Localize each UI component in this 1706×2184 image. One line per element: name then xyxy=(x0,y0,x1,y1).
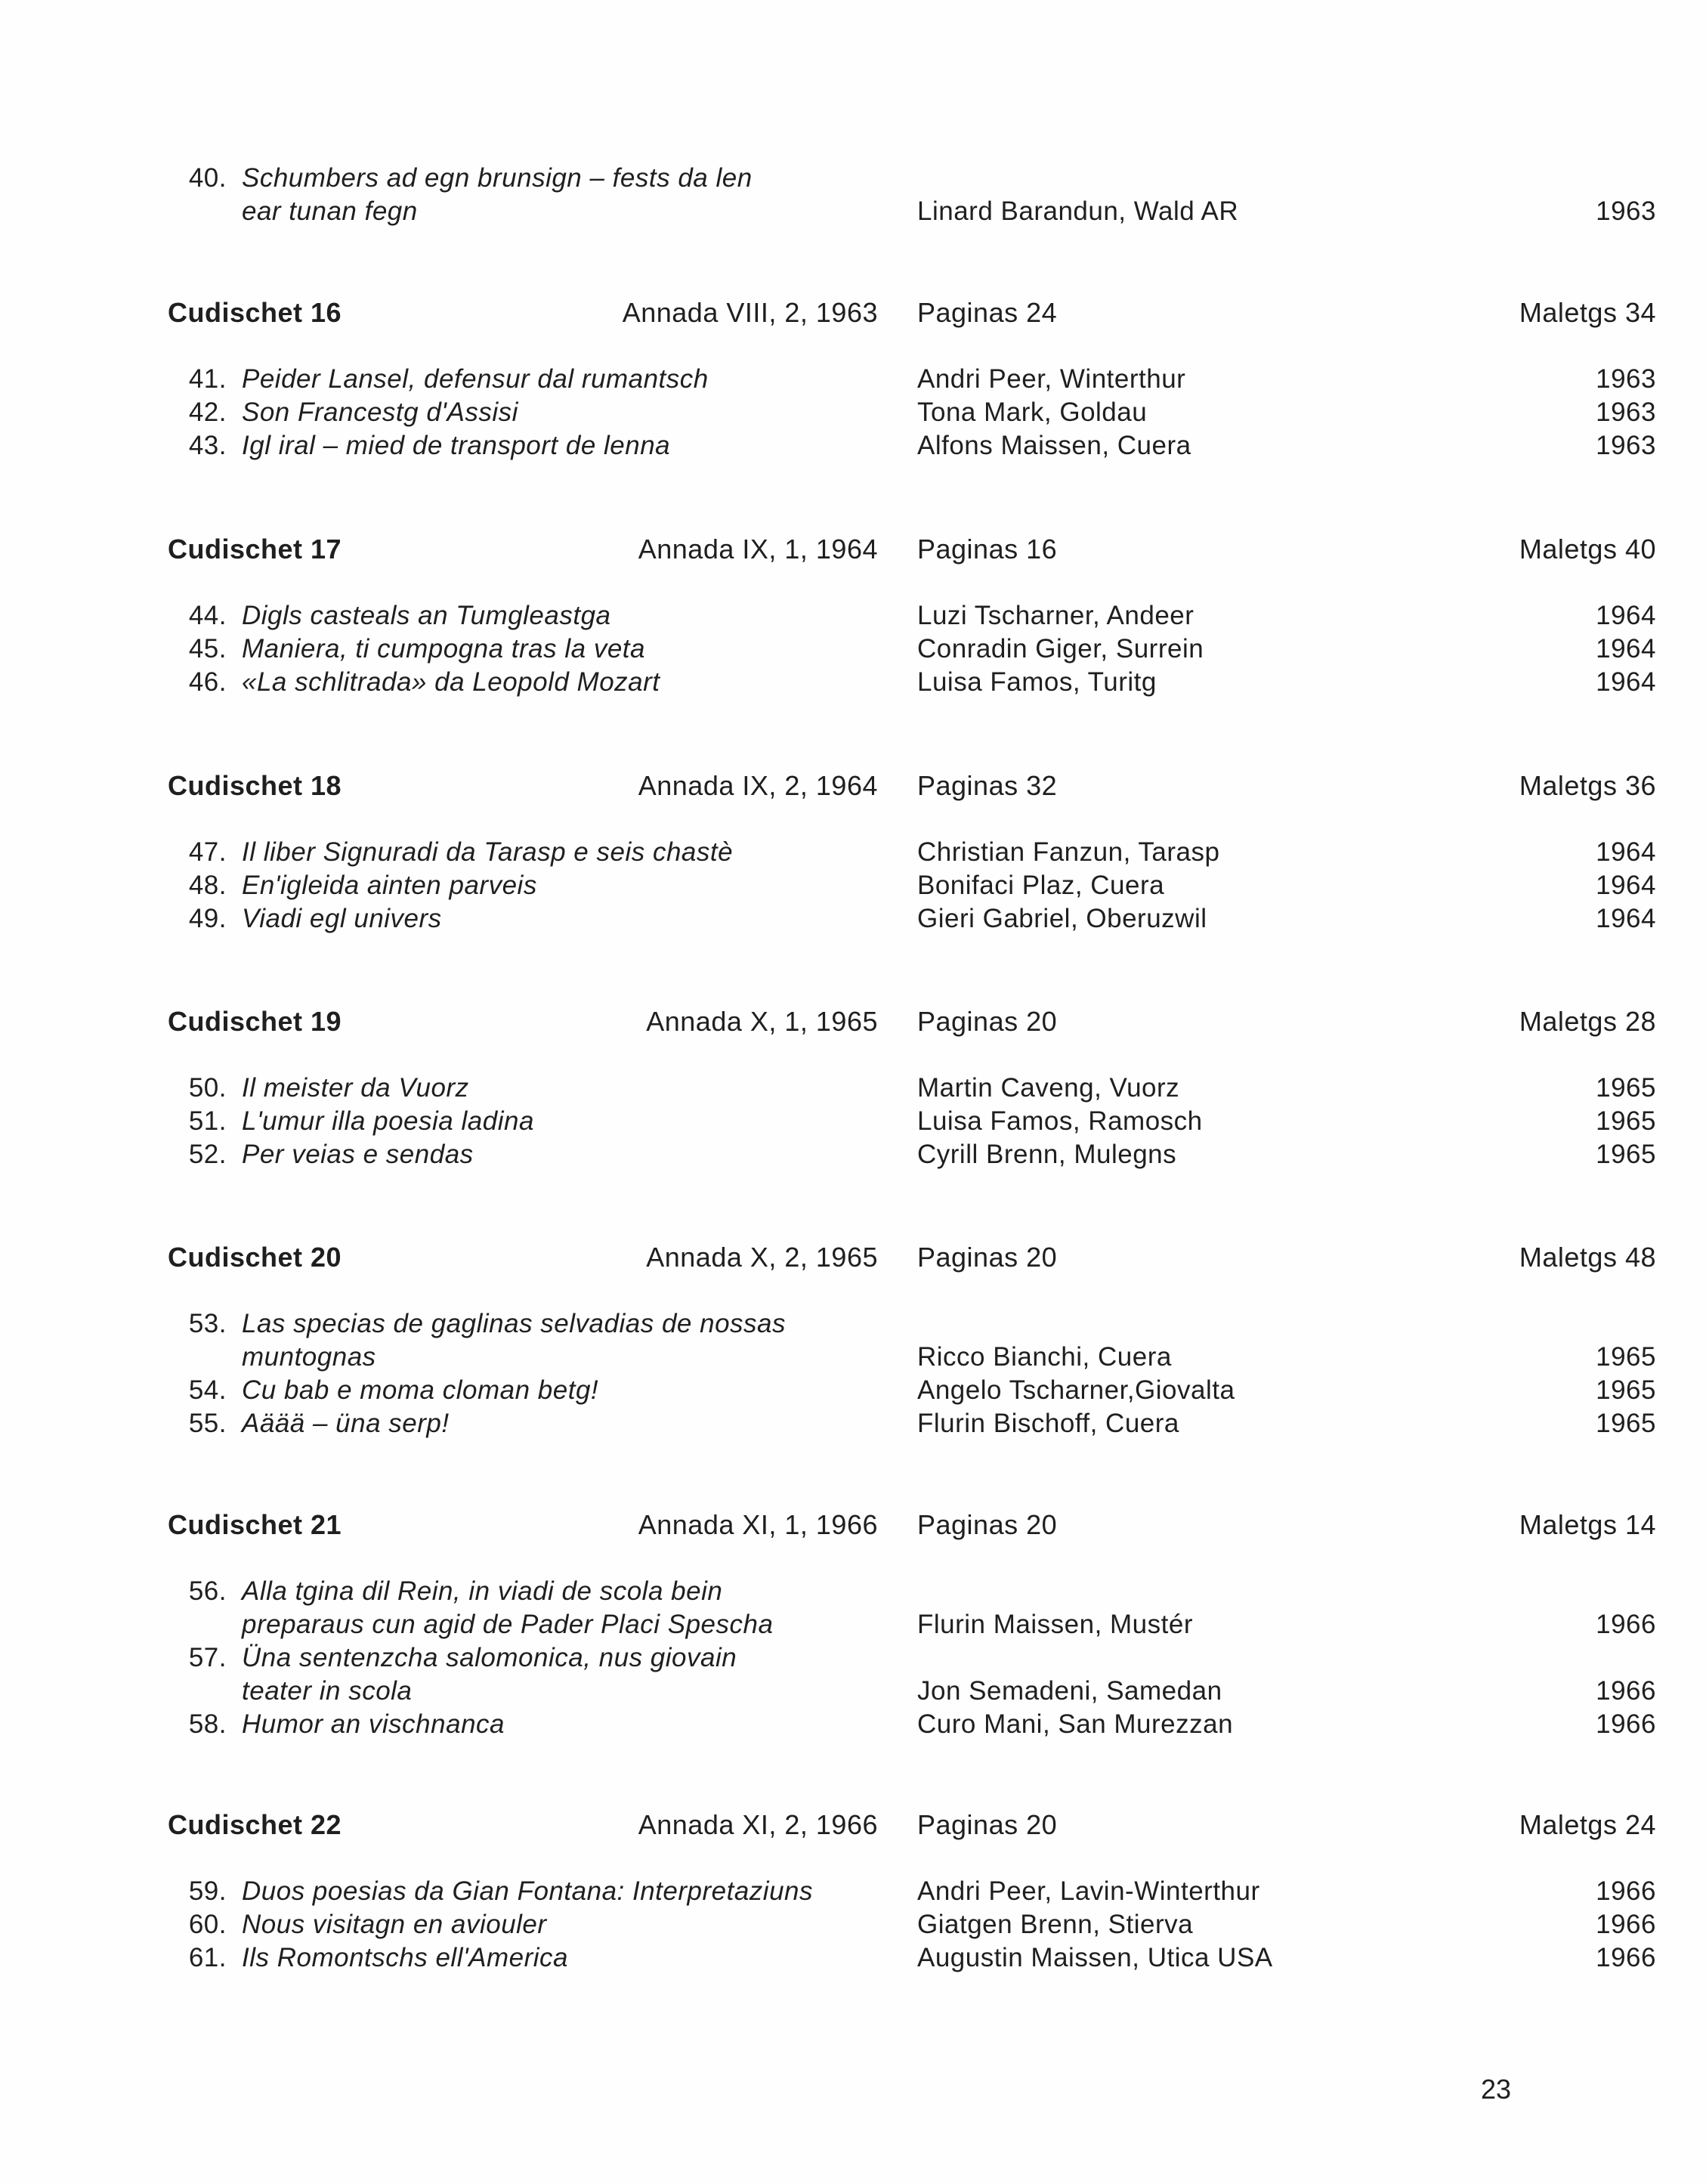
section-header xyxy=(168,1508,1662,1543)
entry-author: Luisa Famos, Ramosch xyxy=(917,1106,1203,1136)
entry-number: 42. xyxy=(188,398,227,427)
entry-row xyxy=(168,666,1662,701)
entry-number: 54. xyxy=(188,1375,227,1405)
entry-title-continued: preparaus cun agid de Pader Placi Spescha xyxy=(242,1610,774,1639)
entry-year: 1965 xyxy=(1596,1140,1656,1169)
entry-author: Giatgen Brenn, Stierva xyxy=(917,1910,1194,1939)
section-paginas: Paginas 32 xyxy=(917,770,1058,801)
entry-author: Andri Peer, Winterthur xyxy=(917,364,1186,394)
entry-row xyxy=(168,1407,1662,1442)
section-paginas: Paginas 20 xyxy=(917,1809,1058,1840)
section-maletgs: Maletgs 24 xyxy=(1519,1809,1656,1840)
entry-row xyxy=(168,1641,1662,1676)
entry-number: 44. xyxy=(188,601,227,630)
entry-title-continued: ear tunan fegn xyxy=(242,196,418,226)
entry-year: 1965 xyxy=(1596,1409,1656,1438)
entry-row xyxy=(168,162,1662,196)
entry-year: 1966 xyxy=(1596,1709,1656,1739)
entry-row xyxy=(168,1105,1662,1140)
entry-row xyxy=(168,429,1662,464)
entry-author: Tona Mark, Goldau xyxy=(917,398,1148,427)
entry-title: Nous visitagn en aviouler xyxy=(242,1910,547,1939)
entry-year: 1963 xyxy=(1596,398,1656,427)
entry-number: 41. xyxy=(188,364,227,394)
entry-title: Peider Lansel, defensur dal rumantsch xyxy=(242,364,709,394)
entry-author: Gieri Gabriel, Oberuzwil xyxy=(917,904,1207,933)
entry-row xyxy=(168,1307,1662,1342)
entry-year: 1964 xyxy=(1596,837,1656,867)
entry-row xyxy=(168,1575,1662,1610)
entry-number: 43. xyxy=(188,431,227,460)
entry-title: Viadi egl univers xyxy=(242,904,442,933)
entry-row xyxy=(168,1072,1662,1106)
entry-year: 1964 xyxy=(1596,667,1656,697)
section-annada: Annada XI, 1, 1966 xyxy=(638,1509,878,1540)
entry-number: 48. xyxy=(188,871,227,900)
entry-title: Son Francestg d'Assisi xyxy=(242,398,518,427)
entry-title: Üna sentenzcha salomonica, nus giovain xyxy=(242,1643,737,1672)
entry-row xyxy=(168,836,1662,871)
entry-number: 40. xyxy=(188,163,227,193)
entry-year: 1966 xyxy=(1596,1876,1656,1906)
entry-number: 49. xyxy=(188,904,227,933)
entry-number: 45. xyxy=(188,634,227,664)
entry-author: Conradin Giger, Surrein xyxy=(917,634,1204,664)
entry-title: Schumbers ad egn brunsign – fests da len xyxy=(242,163,753,193)
entry-row xyxy=(168,1138,1662,1173)
entry-number: 61. xyxy=(188,1943,227,1972)
entry-title: Maniera, ti cumpogna tras la veta xyxy=(242,634,645,664)
section-label: Cudischet 22 xyxy=(168,1809,342,1840)
entry-title: Digls casteals an Tumgleastga xyxy=(242,601,611,630)
entry-year: 1966 xyxy=(1596,1676,1656,1706)
entry-title-continued: muntognas xyxy=(242,1342,376,1372)
entry-number: 51. xyxy=(188,1106,227,1136)
section-header xyxy=(168,1005,1662,1040)
entry-year: 1965 xyxy=(1596,1375,1656,1405)
entry-row xyxy=(168,869,1662,904)
entry-row xyxy=(168,633,1662,667)
entry-row xyxy=(168,1708,1662,1743)
entry-title: En'igleida ainten parveis xyxy=(242,871,537,900)
entry-year: 1966 xyxy=(1596,1943,1656,1972)
entry-title: Igl iral – mied de transport de lenna xyxy=(242,431,671,460)
entry-number: 59. xyxy=(188,1876,227,1906)
entry-row xyxy=(168,363,1662,398)
entry-year: 1965 xyxy=(1596,1106,1656,1136)
entry-row xyxy=(168,1374,1662,1409)
entry-year: 1965 xyxy=(1596,1073,1656,1103)
entry-title-continued: teater in scola xyxy=(242,1676,413,1706)
section-label: Cudischet 20 xyxy=(168,1242,342,1273)
entry-title: Per veias e sendas xyxy=(242,1140,474,1169)
section-paginas: Paginas 20 xyxy=(917,1509,1058,1540)
entry-author: Curo Mani, San Murezzan xyxy=(917,1709,1234,1739)
entry-row xyxy=(168,902,1662,937)
entry-row xyxy=(168,1341,1662,1375)
entry-title: Cu bab e moma cloman betg! xyxy=(242,1375,599,1405)
entry-author: Flurin Maissen, Mustér xyxy=(917,1610,1193,1639)
entry-row xyxy=(168,599,1662,634)
entry-author: Bonifaci Plaz, Cuera xyxy=(917,871,1165,900)
entry-author: Martin Caveng, Vuorz xyxy=(917,1073,1180,1103)
entry-title: Alla tgina dil Rein, in viadi de scola bein xyxy=(242,1576,723,1606)
section-label: Cudischet 16 xyxy=(168,297,342,328)
section-label: Cudischet 18 xyxy=(168,770,342,801)
entry-number: 47. xyxy=(188,837,227,867)
entry-title: Ils Romontschs ell'America xyxy=(242,1943,569,1972)
entry-author: Angelo Tscharner,Giovalta xyxy=(917,1375,1235,1405)
entry-title: Las specias de gaglinas selvadias de nossas xyxy=(242,1309,786,1338)
section-paginas: Paginas 24 xyxy=(917,297,1058,328)
entry-author: Flurin Bischoff, Cuera xyxy=(917,1409,1179,1438)
entry-author: Christian Fanzun, Tarasp xyxy=(917,837,1220,867)
page-number: 23 xyxy=(1480,2074,1511,2105)
section-label: Cudischet 19 xyxy=(168,1006,342,1037)
entry-title: «La schlitrada» da Leopold Mozart xyxy=(242,667,660,697)
section-header xyxy=(168,533,1662,568)
entry-title: Il liber Signuradi da Tarasp e seis chastè xyxy=(242,837,734,867)
section-paginas: Paginas 20 xyxy=(917,1242,1058,1273)
section-header xyxy=(168,1241,1662,1276)
entry-author: Linard Barandun, Wald AR xyxy=(917,196,1239,226)
entry-number: 60. xyxy=(188,1910,227,1939)
entry-year: 1963 xyxy=(1596,364,1656,394)
section-header xyxy=(168,1808,1662,1843)
entry-title: Humor an vischnanca xyxy=(242,1709,505,1739)
entry-author: Jon Semadeni, Samedan xyxy=(917,1676,1222,1706)
entry-row xyxy=(168,396,1662,431)
section-header xyxy=(168,296,1662,331)
entry-number: 55. xyxy=(188,1409,227,1438)
entry-title: Duos poesias da Gian Fontana: Interpretaziuns xyxy=(242,1876,813,1906)
section-paginas: Paginas 16 xyxy=(917,534,1058,565)
entry-author: Augustin Maissen, Utica USA xyxy=(917,1943,1273,1972)
section-label: Cudischet 21 xyxy=(168,1509,342,1540)
section-header xyxy=(168,769,1662,804)
section-maletgs: Maletgs 28 xyxy=(1519,1006,1656,1037)
entry-author: Luzi Tscharner, Andeer xyxy=(917,601,1195,630)
entry-title: Il meister da Vuorz xyxy=(242,1073,469,1103)
entry-number: 58. xyxy=(188,1709,227,1739)
section-paginas: Paginas 20 xyxy=(917,1006,1058,1037)
entry-row xyxy=(168,195,1662,230)
section-annada: Annada IX, 1, 1964 xyxy=(638,534,878,565)
section-maletgs: Maletgs 34 xyxy=(1519,297,1656,328)
section-annada: Annada X, 2, 1965 xyxy=(646,1242,878,1273)
entry-author: Luisa Famos, Turitg xyxy=(917,667,1157,697)
entry-year: 1965 xyxy=(1596,1342,1656,1372)
entry-title: Aäää – üna serp! xyxy=(242,1409,450,1438)
entry-year: 1963 xyxy=(1596,196,1656,226)
entry-row xyxy=(168,1875,1662,1910)
entry-year: 1964 xyxy=(1596,634,1656,664)
entry-row xyxy=(168,1608,1662,1643)
section-maletgs: Maletgs 36 xyxy=(1519,770,1656,801)
entry-row xyxy=(168,1675,1662,1709)
section-label: Cudischet 17 xyxy=(168,534,342,565)
entry-number: 53. xyxy=(188,1309,227,1338)
entry-year: 1964 xyxy=(1596,871,1656,900)
entry-author: Ricco Bianchi, Cuera xyxy=(917,1342,1172,1372)
entry-number: 46. xyxy=(188,667,227,697)
entry-year: 1963 xyxy=(1596,431,1656,460)
entry-year: 1966 xyxy=(1596,1610,1656,1639)
entry-row xyxy=(168,1908,1662,1943)
entry-number: 50. xyxy=(188,1073,227,1103)
section-annada: Annada XI, 2, 1966 xyxy=(638,1809,878,1840)
section-annada: Annada X, 1, 1965 xyxy=(646,1006,878,1037)
section-annada: Annada VIII, 2, 1963 xyxy=(622,297,878,328)
section-maletgs: Maletgs 48 xyxy=(1519,1242,1656,1273)
entry-author: Cyrill Brenn, Mulegns xyxy=(917,1140,1177,1169)
entry-number: 52. xyxy=(188,1140,227,1169)
entry-author: Alfons Maissen, Cuera xyxy=(917,431,1191,460)
entry-number: 56. xyxy=(188,1576,227,1606)
entry-author: Andri Peer, Lavin-Winterthur xyxy=(917,1876,1260,1906)
entry-row xyxy=(168,1941,1662,1976)
section-maletgs: Maletgs 40 xyxy=(1519,534,1656,565)
section-annada: Annada IX, 2, 1964 xyxy=(638,770,878,801)
entry-year: 1964 xyxy=(1596,601,1656,630)
entry-number: 57. xyxy=(188,1643,227,1672)
entry-year: 1964 xyxy=(1596,904,1656,933)
entry-title: L'umur illa poesia ladina xyxy=(242,1106,534,1136)
entry-year: 1966 xyxy=(1596,1910,1656,1939)
section-maletgs: Maletgs 14 xyxy=(1519,1509,1656,1540)
